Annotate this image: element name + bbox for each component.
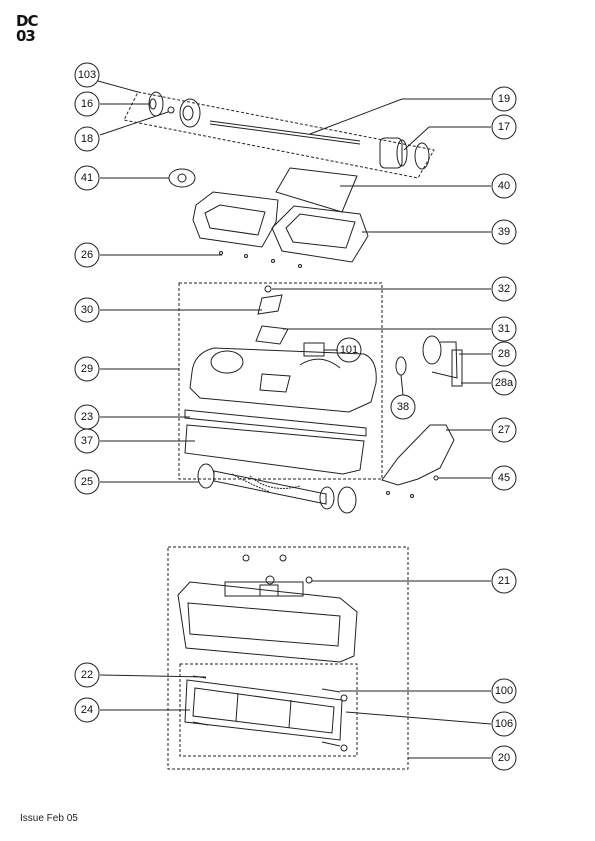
callout-31: 31 (497, 323, 511, 335)
issue-date: Issue Feb 05 (20, 813, 78, 824)
callout-29: 29 (80, 363, 94, 375)
part-27-bracket (382, 425, 454, 498)
leader-22 (100, 675, 206, 677)
part-40-filter-sheet (276, 168, 357, 212)
part-29-main-body (190, 348, 376, 412)
logo-line-1: DC (16, 12, 38, 30)
callout-25: 25 (80, 476, 94, 488)
callout-40: 40 (497, 180, 511, 192)
part-26-left-housing (193, 192, 302, 268)
leader-106 (346, 712, 491, 724)
part-17-right-wheel (380, 138, 429, 169)
callout-38: 38 (396, 401, 410, 413)
part-18-washer (168, 107, 174, 113)
part-16-end-cap (149, 92, 163, 116)
callout-30: 30 (80, 304, 94, 316)
group-box-29 (179, 283, 382, 479)
callout-17: 17 (497, 121, 511, 133)
callout-37: 37 (80, 435, 94, 447)
callout-26: 26 (80, 249, 94, 261)
callout-28: 28 (497, 348, 511, 360)
part-39-right-housing (272, 206, 368, 262)
callout-18: 18 (80, 133, 94, 145)
group-box-20 (168, 547, 408, 769)
logo-line-2: 03 (16, 27, 35, 45)
part-30-clip (258, 295, 282, 314)
part-screw-a (243, 555, 249, 561)
part-23-gasket (185, 410, 366, 436)
callout-27: 27 (497, 424, 511, 436)
callout-100: 100 (494, 685, 514, 697)
callout-106: 106 (494, 718, 514, 730)
part-37-sole-plate (185, 425, 364, 474)
callout-103: 103 (77, 69, 97, 81)
leader-18 (100, 112, 168, 135)
leader-38 (401, 375, 403, 395)
group-box-24 (180, 664, 357, 756)
callout-41: 41 (80, 172, 94, 184)
part-38-o-ring (396, 357, 406, 375)
callout-28a: 28a (494, 377, 514, 389)
callout-22: 22 (80, 669, 94, 681)
callout-39: 39 (497, 226, 511, 238)
callout-20: 20 (497, 752, 511, 764)
part-screw-b (280, 555, 286, 561)
part-25-brushbar (198, 464, 356, 513)
part-101-label (304, 343, 324, 356)
part-28-wheel-assembly (423, 336, 462, 386)
part-45-screw (434, 476, 438, 480)
callout-101: 101 (339, 344, 359, 356)
callout-45: 45 (497, 472, 511, 484)
part-20-base-frame (178, 576, 357, 662)
leader-103 (98, 81, 138, 92)
part-41-cam (169, 169, 195, 187)
part-21-screw (306, 577, 312, 583)
part-24-tray (185, 680, 342, 740)
part-bearing-left (180, 99, 200, 127)
part-32-screw (265, 286, 271, 292)
callout-23: 23 (80, 411, 94, 423)
callout-19: 19 (497, 93, 511, 105)
callout-24: 24 (80, 704, 94, 716)
callout-21: 21 (497, 575, 511, 587)
callout-16: 16 (80, 98, 94, 110)
callout-32: 32 (497, 283, 511, 295)
